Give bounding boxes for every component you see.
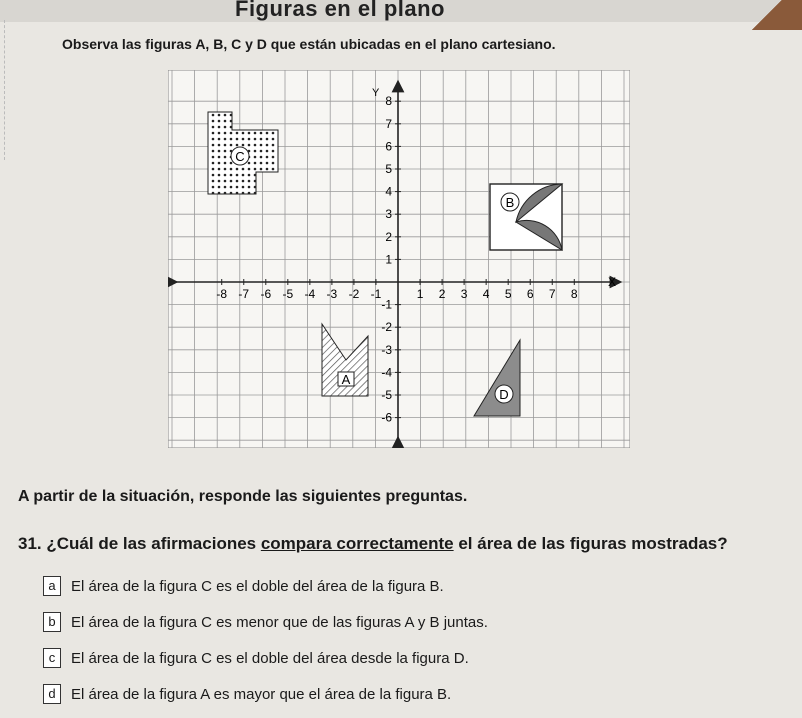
option-letter[interactable]: c <box>43 648 61 668</box>
page-title: Figuras en el plano <box>235 0 445 21</box>
y-tick-label: -5 <box>381 388 392 402</box>
option-letter[interactable]: b <box>43 612 61 632</box>
intro-text: A partir de la situación, responde las siguientes preguntas. <box>18 488 468 505</box>
x-tick-label: 4 <box>482 287 490 301</box>
question-text-before: ¿Cuál de las afirmaciones <box>46 534 261 553</box>
x-tick-label: -5 <box>282 287 294 301</box>
option-b[interactable] <box>43 612 488 632</box>
x-tick-label: 1 <box>416 287 424 301</box>
y-tick-label: -4 <box>381 365 392 380</box>
x-tick-label: 8 <box>570 287 578 301</box>
option-c[interactable] <box>43 648 469 668</box>
x-tick-label: -8 <box>216 287 228 301</box>
option-letter[interactable]: a <box>43 576 61 596</box>
y-tick-label: -1 <box>381 297 392 312</box>
x-tick-label: -2 <box>348 287 360 301</box>
label-b: B <box>505 195 515 210</box>
y-tick-label: 5 <box>385 162 392 176</box>
y-tick-label: -2 <box>381 320 392 335</box>
option-text: El área de la figura C es el doble del área de la figura B. <box>71 577 444 595</box>
x-tick-label: 2 <box>438 287 446 301</box>
x-tick-label: -1 <box>370 287 382 301</box>
option-text: El área de la figura A es mayor que el área de la figura B. <box>71 685 452 703</box>
question-number: 31. <box>18 534 42 553</box>
question-underlined: compara correctamente <box>260 534 454 553</box>
x-tick-label: -7 <box>238 287 250 301</box>
y-tick-label: -6 <box>381 410 392 425</box>
label-d: D <box>499 387 509 402</box>
x-tick-label: -6 <box>260 287 272 301</box>
x-tick-label: -3 <box>326 287 338 301</box>
y-tick-label: 1 <box>385 252 392 267</box>
label-a: A <box>341 372 351 387</box>
x-tick-label: 3 <box>460 287 468 301</box>
option-text: El área de la figura C es menor que de las figuras A y B juntas. <box>71 613 488 631</box>
y-tick-label: 7 <box>385 116 392 131</box>
instruction-text: Observa las figuras A, B, C y D que están ubicadas en el plano cartesiano. <box>62 36 556 52</box>
x-axis-label: X <box>608 275 617 289</box>
figure-b <box>490 184 562 250</box>
option-a[interactable] <box>43 576 444 596</box>
x-tick-label: -4 <box>304 287 316 301</box>
y-axis-label: Y <box>372 87 380 99</box>
margin-line <box>4 20 6 160</box>
y-tick-label: 3 <box>385 207 392 222</box>
question-31 <box>18 534 728 554</box>
label-a-marker <box>338 372 354 387</box>
option-d[interactable] <box>43 684 451 704</box>
x-tick-label: 7 <box>548 287 556 301</box>
x-tick-label: 6 <box>526 287 534 301</box>
y-tick-label: 2 <box>385 229 392 244</box>
question-text-after: el área de las figuras mostradas? <box>453 534 728 553</box>
y-tick-label: -3 <box>381 342 392 357</box>
cartesian-plane <box>168 70 630 448</box>
y-tick-label: 4 <box>385 184 392 199</box>
x-tick-label: 5 <box>504 287 512 301</box>
y-tick-label: 8 <box>385 94 392 109</box>
label-d-marker <box>495 385 513 403</box>
label-b-marker <box>501 193 519 211</box>
option-text: El área de la figura C es el doble del área desde la figura D. <box>71 649 469 667</box>
option-letter[interactable]: d <box>43 684 61 704</box>
label-c: C <box>235 149 245 164</box>
page-corner <box>732 0 802 30</box>
y-tick-label: 6 <box>385 139 392 154</box>
label-c-marker <box>231 147 249 165</box>
